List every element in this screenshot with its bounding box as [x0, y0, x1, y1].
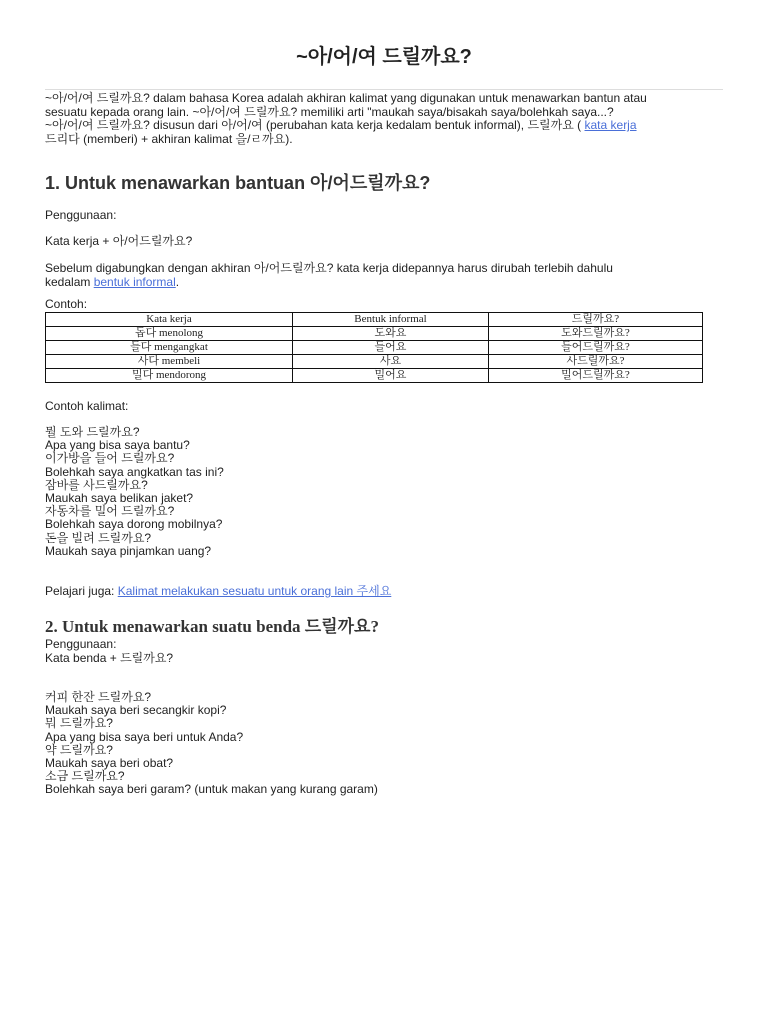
learn-also-label: Pelajari juga: — [45, 584, 118, 598]
title-divider — [45, 89, 723, 90]
list-item: 약 드릴까요? — [45, 742, 113, 757]
table-cell: 밀어요 — [293, 369, 489, 383]
list-item: 커피 한잔 드릴까요? — [45, 690, 152, 704]
section2-heading: 2. Untuk menawarkan suatu benda 드릴까요? — [45, 617, 379, 636]
section1-formula: Kata kerja + 아/어드릴까요? — [45, 234, 193, 248]
list-item: Maukah saya beri secangkir kopi? — [45, 703, 227, 718]
list-item: Apa yang bisa saya bantu? — [45, 438, 190, 453]
list-item: Bolehkah saya dorong mobilnya? — [45, 517, 223, 532]
section1-note-line-1: Sebelum digabungkan dengan akhiran 아/어드릴까요? kata kerja didepannya harus dirubah terlebih dahulu — [45, 261, 613, 275]
table-cell: 들어드릴까요? — [489, 341, 703, 355]
table-row — [46, 355, 703, 369]
kata-kerja-link[interactable]: kata kerja — [584, 118, 637, 132]
list-item: 이가방을 들어 드릴까요? — [45, 451, 175, 466]
table-cell: 들다 mengangkat — [46, 341, 293, 355]
section2-sentence-list — [45, 691, 378, 797]
table-cell: 돕다 menolong — [46, 327, 293, 341]
section1-heading: 1. Untuk menawarkan bantuan 아/어드릴까요? — [45, 173, 431, 193]
section1-note-suffix: . — [175, 274, 180, 289]
table-row — [46, 341, 703, 355]
list-item: Bolehkah saya angkatkan tas ini? — [45, 464, 224, 479]
table-row — [46, 327, 703, 341]
list-item: 뭘 도와 드릴까요? — [45, 425, 140, 439]
section1-sentence-list — [45, 426, 224, 558]
table-header-row — [46, 313, 703, 327]
intro-line-3-text: ~아/어/여 드릴까요? disusun dari 아/어/여 (perubahan kata kerja kedalam bentuk informal), 드릴까요 ( — [45, 118, 585, 132]
section1-sentences-label: Contoh kalimat: — [45, 399, 129, 413]
page-title: ~아/어/여 드릴까요? — [296, 46, 472, 68]
table-cell: 밀다 mendorong — [46, 369, 293, 383]
section1-example-label: Contoh: — [45, 297, 88, 311]
section2-usage-label: Penggunaan: — [45, 637, 117, 651]
list-item: 자동차를 밀어 드릴까요? — [45, 504, 175, 519]
table-cell: 사다 membeli — [46, 355, 293, 369]
list-item: 잠바를 사드릴까요? — [45, 477, 148, 492]
table-header-cell: Kata kerja — [46, 313, 293, 327]
intro-line-2: sesuatu kepada orang lain. ~아/어/여 드릴까요? memiliki arti "maukah saya/bisakah saya/bolehkah saya...? — [45, 104, 614, 119]
table-cell: 밀어드릴까요? — [489, 369, 703, 383]
section2-formula: Kata benda + 드릴까요? — [45, 651, 174, 665]
table-cell: 들어요 — [293, 341, 489, 355]
list-item: Apa yang bisa saya beri untuk Anda? — [45, 729, 244, 744]
learn-also-link[interactable]: Kalimat melakukan sesuatu untuk orang lain 주세요 — [117, 584, 392, 598]
table-cell: 사드릴까요? — [489, 355, 703, 369]
intro-line-3 — [45, 119, 725, 133]
list-item: Maukah saya pinjamkan uang? — [45, 543, 212, 558]
list-item: 소금 드릴까요? — [45, 769, 125, 784]
list-item: Maukah saya belikan jaket? — [45, 490, 194, 505]
section1-note-line-2 — [45, 276, 725, 290]
section1-note — [45, 262, 725, 289]
intro-paragraph — [45, 92, 725, 146]
section1-usage-label: Penggunaan: — [45, 208, 117, 222]
table-cell: 도와드릴까요? — [489, 327, 703, 341]
conjugation-table — [45, 312, 703, 383]
list-item: Bolehkah saya beri garam? (untuk makan yang kurang garam) — [45, 782, 378, 797]
table-row — [46, 369, 703, 383]
bentuk-informal-link[interactable]: bentuk informal — [93, 274, 176, 289]
table-cell: 사요 — [293, 355, 489, 369]
list-item: 뭐 드릴까요? — [45, 716, 113, 731]
learn-also — [45, 585, 391, 599]
list-item: 돈을 빌려 드릴까요? — [45, 530, 152, 545]
intro-line-1: ~아/어/여 드릴까요? dalam bahasa Korea adalah akhiran kalimat yang digunakan untuk menawarkan bantun atau — [45, 91, 647, 105]
intro-line-4: 드리다 (memberi) + akhiran kalimat 을/ㄹ까요). — [45, 131, 293, 146]
table-cell: 도와요 — [293, 327, 489, 341]
table-header-cell: 드릴까요? — [489, 313, 703, 327]
table-header-cell: Bentuk informal — [293, 313, 489, 327]
list-item: Maukah saya beri obat? — [45, 755, 174, 770]
section1-note-prefix: kedalam — [45, 274, 94, 289]
